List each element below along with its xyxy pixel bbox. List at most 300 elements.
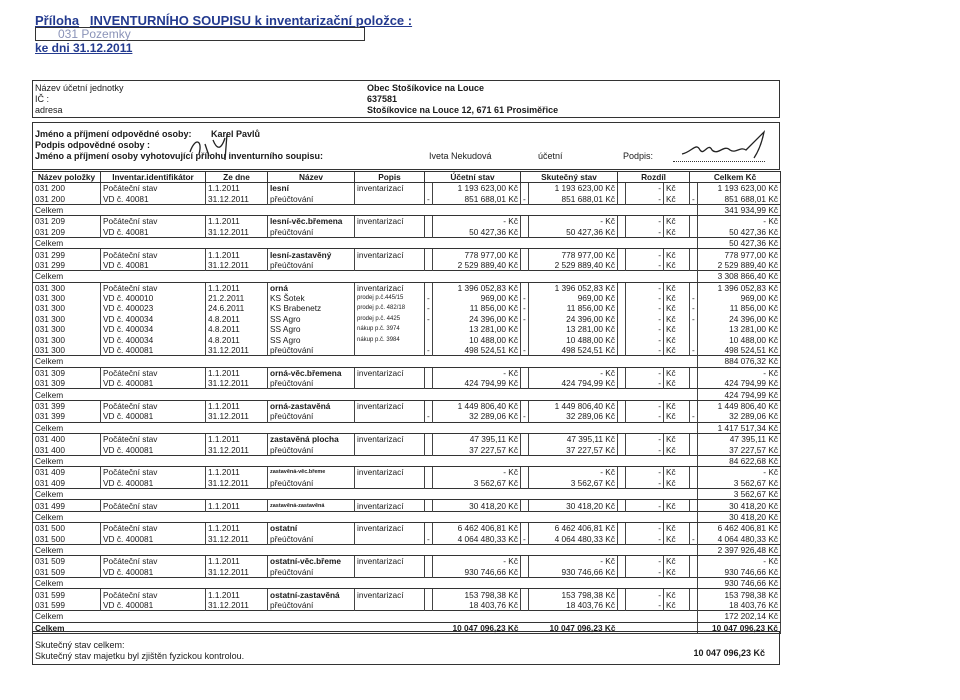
table-cell: [521, 467, 529, 478]
table-cell: [433, 611, 521, 622]
table-cell: [433, 488, 521, 499]
table-cell: 031 200: [33, 193, 101, 204]
table-cell: 31.12.2011: [206, 567, 268, 578]
table-cell: 1 193 623,00 Kč: [433, 183, 521, 194]
table-cell: 031 300: [33, 324, 101, 334]
table-row: [33, 389, 781, 400]
table-cell: [618, 411, 626, 422]
table-cell: přeúčtování: [268, 534, 355, 545]
table-cell: [425, 400, 433, 411]
table-cell: VD č. 400081: [101, 378, 206, 389]
column-header: Inventar.identifikátor: [101, 172, 206, 183]
table-cell: Celkem: [33, 356, 101, 367]
table-cell: SS Agro: [268, 324, 355, 334]
table-cell: [425, 334, 433, 344]
table-cell: 031 309: [33, 378, 101, 389]
table-cell: 031 599: [33, 600, 101, 611]
table-cell: Kč: [664, 567, 690, 578]
table-cell: [529, 488, 618, 499]
table-cell: - Kč: [433, 367, 521, 378]
table-cell: [521, 511, 529, 522]
table-cell: -: [626, 600, 664, 611]
responsible-label: Jméno a příjmení odpovědné osoby:: [35, 129, 192, 139]
table-cell: [101, 271, 206, 282]
table-cell: [618, 544, 626, 555]
table-cell: 930 746,66 Kč: [698, 567, 781, 578]
table-cell: Počáteční stav: [101, 500, 206, 511]
table-cell: 6 462 406,81 Kč: [529, 523, 618, 534]
table-cell: [433, 422, 521, 433]
table-cell: -: [425, 314, 433, 324]
table-cell: [626, 237, 664, 248]
table-cell: -: [626, 567, 664, 578]
table-cell: Celkem: [33, 237, 101, 248]
table-cell: - Kč: [698, 367, 781, 378]
table-cell: [618, 578, 626, 589]
table-cell: Celkem: [33, 578, 101, 589]
table-cell: [355, 356, 425, 367]
table-cell: [521, 567, 529, 578]
table-cell: 3 308 866,40 Kč: [698, 271, 781, 282]
table-cell: 32 289,06 Kč: [698, 411, 781, 422]
table-cell: -: [521, 411, 529, 422]
table-cell: [268, 356, 355, 367]
table-cell: 031 499: [33, 500, 101, 511]
table-cell: 031 500: [33, 523, 101, 534]
table-cell: [355, 534, 425, 545]
table-row: [33, 578, 781, 589]
table-cell: [690, 356, 698, 367]
table-cell: -: [626, 500, 664, 511]
table-cell: 1 396 052,83 Kč: [433, 282, 521, 293]
table-cell: [355, 204, 425, 215]
table-cell: -: [626, 589, 664, 600]
table-cell: [101, 389, 206, 400]
table-cell: inventarizací: [355, 500, 425, 511]
table-cell: [206, 204, 268, 215]
table-cell: [425, 589, 433, 600]
table-cell: [618, 227, 626, 238]
table-cell: 424 794,99 Kč: [698, 378, 781, 389]
table-cell: inventarizací: [355, 400, 425, 411]
table-cell: 031 300: [33, 282, 101, 293]
table-cell: Celkem: [33, 271, 101, 282]
table-cell: [618, 433, 626, 444]
table-cell: 31.12.2011: [206, 534, 268, 545]
table-cell: 153 798,38 Kč: [433, 589, 521, 600]
table-cell: 18 403,76 Kč: [529, 600, 618, 611]
table-cell: [626, 455, 664, 466]
table-cell: -: [690, 193, 698, 204]
table-cell: [618, 204, 626, 215]
table-cell: 778 977,00 Kč: [433, 249, 521, 260]
table-cell: přeúčtování: [268, 444, 355, 455]
table-cell: -: [626, 193, 664, 204]
table-cell: 10 047 096,23 Kč: [433, 622, 521, 633]
table-row: [33, 411, 781, 422]
table-cell: 969,00 Kč: [698, 293, 781, 303]
table-row: [33, 324, 781, 334]
table-cell: -: [690, 314, 698, 324]
table-cell: [690, 511, 698, 522]
table-cell: VD č. 40081: [101, 260, 206, 271]
table-cell: [690, 282, 698, 293]
table-cell: [529, 455, 618, 466]
table-cell: [521, 183, 529, 194]
table-cell: 930 746,66 Kč: [433, 567, 521, 578]
table-cell: [618, 260, 626, 271]
table-cell: -: [626, 444, 664, 455]
table-cell: [206, 544, 268, 555]
table-cell: [521, 216, 529, 227]
table-cell: [355, 600, 425, 611]
table-cell: [425, 600, 433, 611]
table-cell: [521, 389, 529, 400]
table-cell: 930 746,66 Kč: [529, 567, 618, 578]
table-cell: 424 794,99 Kč: [698, 389, 781, 400]
table-cell: [690, 237, 698, 248]
table-cell: [425, 478, 433, 489]
table-cell: 424 794,99 Kč: [433, 378, 521, 389]
table-cell: -: [690, 411, 698, 422]
table-cell: [425, 556, 433, 567]
table-cell: Celkem: [33, 488, 101, 499]
table-cell: [355, 488, 425, 499]
table-cell: lesní-věc.břemena: [268, 216, 355, 227]
table-cell: 30 418,20 Kč: [529, 500, 618, 511]
table-cell: [664, 511, 690, 522]
table-cell: [206, 488, 268, 499]
table-cell: Kč: [664, 227, 690, 238]
table-cell: 1.1.2011: [206, 367, 268, 378]
table-cell: 031 300: [33, 334, 101, 344]
table-cell: Kč: [664, 500, 690, 511]
table-row: [33, 204, 781, 215]
table-cell: [206, 611, 268, 622]
table-cell: [101, 511, 206, 522]
table-cell: [425, 455, 433, 466]
table-cell: [425, 611, 433, 622]
table-cell: 10 047 096,23 Kč: [529, 622, 618, 633]
table-row: [33, 334, 781, 344]
table-cell: [521, 324, 529, 334]
table-cell: [206, 455, 268, 466]
table-cell: Celkem: [33, 389, 101, 400]
table-cell: [433, 356, 521, 367]
table-cell: [690, 183, 698, 194]
table-cell: [618, 455, 626, 466]
table-cell: [690, 400, 698, 411]
table-cell: 4 064 480,33 Kč: [698, 534, 781, 545]
table-cell: [690, 589, 698, 600]
table-cell: -: [425, 411, 433, 422]
table-cell: [690, 227, 698, 238]
table-cell: VD č. 400081: [101, 478, 206, 489]
table-cell: [433, 271, 521, 282]
table-cell: 13 281,00 Kč: [529, 324, 618, 334]
table-cell: 3 562,67 Kč: [698, 478, 781, 489]
table-row: [33, 611, 781, 622]
table-cell: SS Agro: [268, 314, 355, 324]
table-cell: 031 300: [33, 303, 101, 313]
table-cell: VD č. 40081: [101, 193, 206, 204]
table-cell: Kč: [664, 400, 690, 411]
table-cell: -: [521, 534, 529, 545]
table-cell: Kč: [664, 467, 690, 478]
table-cell: [690, 271, 698, 282]
table-row: [33, 314, 781, 324]
table-cell: zastavěná plocha: [268, 433, 355, 444]
table-cell: 4 064 480,33 Kč: [433, 534, 521, 545]
table-row: [33, 367, 781, 378]
footer-total-value: 10 047 096,23 Kč: [693, 648, 765, 658]
table-cell: [618, 216, 626, 227]
table-cell: [618, 422, 626, 433]
table-cell: [618, 488, 626, 499]
table-cell: -: [626, 411, 664, 422]
table-cell: [690, 249, 698, 260]
table-cell: 10 488,00 Kč: [529, 334, 618, 344]
table-cell: 31.12.2011: [206, 260, 268, 271]
table-cell: 1 396 052,83 Kč: [698, 282, 781, 293]
table-cell: [433, 204, 521, 215]
column-header: Název položky: [33, 172, 101, 183]
table-cell: VD č. 40081: [101, 227, 206, 238]
table-cell: -: [521, 303, 529, 313]
table-cell: [521, 334, 529, 344]
table-cell: [433, 511, 521, 522]
table-row: [33, 500, 781, 511]
table-cell: Kč: [664, 260, 690, 271]
table-cell: [529, 611, 618, 622]
table-cell: [664, 544, 690, 555]
table-cell: [618, 511, 626, 522]
table-cell: 1 396 052,83 Kč: [529, 282, 618, 293]
table-cell: nákup p.č. 3974: [355, 324, 425, 334]
table-cell: [626, 271, 664, 282]
table-cell: 969,00 Kč: [433, 293, 521, 303]
table-cell: [101, 237, 206, 248]
table-cell: [425, 324, 433, 334]
table-cell: 031 300: [33, 293, 101, 303]
table-cell: [618, 467, 626, 478]
table-cell: -: [626, 467, 664, 478]
inventory-author-sign-label: Podpis:: [623, 151, 654, 161]
table-cell: [433, 455, 521, 466]
column-header: Popis: [355, 172, 425, 183]
table-cell: 031 599: [33, 589, 101, 600]
inventory-author-label: Jméno a příjmení osoby vyhotovující přílohu inventurního soupisu:: [35, 151, 324, 161]
table-cell: VD č. 400081: [101, 411, 206, 422]
table-cell: Počáteční stav: [101, 467, 206, 478]
table-cell: Počáteční stav: [101, 523, 206, 534]
column-header: Rozdíl: [618, 172, 690, 183]
table-cell: [425, 216, 433, 227]
table-cell: [355, 271, 425, 282]
table-cell: [521, 356, 529, 367]
table-cell: [355, 227, 425, 238]
org-address-value: Stošíkovice na Louce 12, 671 61 Prosiměřice: [367, 105, 559, 115]
table-cell: 30 418,20 Kč: [698, 500, 781, 511]
table-cell: [425, 544, 433, 555]
table-cell: 1 449 806,40 Kč: [433, 400, 521, 411]
table-cell: ostatní-zastavěná: [268, 589, 355, 600]
table-row: [33, 444, 781, 455]
table-cell: [618, 249, 626, 260]
table-cell: [355, 389, 425, 400]
footer-total-label: Skutečný stav celkem:: [35, 640, 125, 650]
table-cell: ostatní: [268, 523, 355, 534]
table-cell: přeúčtování: [268, 345, 355, 356]
table-cell: [690, 578, 698, 589]
table-cell: [433, 578, 521, 589]
table-cell: [268, 271, 355, 282]
attachment-heading: INVENTURNÍHO SOUPISU k inventarizační položce :: [89, 13, 413, 28]
table-cell: 031 399: [33, 400, 101, 411]
table-cell: [425, 227, 433, 238]
table-cell: Kč: [664, 303, 690, 313]
table-cell: [690, 367, 698, 378]
table-cell: [268, 511, 355, 522]
table-cell: inventarizací: [355, 433, 425, 444]
table-cell: [690, 600, 698, 611]
table-cell: 37 227,57 Kč: [529, 444, 618, 455]
table-cell: 851 688,01 Kč: [698, 193, 781, 204]
table-cell: 153 798,38 Kč: [698, 589, 781, 600]
table-cell: - Kč: [529, 216, 618, 227]
table-cell: [690, 444, 698, 455]
table-cell: 1 449 806,40 Kč: [529, 400, 618, 411]
org-ic-label: IČ :: [35, 94, 50, 104]
table-cell: VD č. 400081: [101, 444, 206, 455]
table-cell: 031 400: [33, 444, 101, 455]
table-cell: VD č. 400081: [101, 600, 206, 611]
table-cell: inventarizací: [355, 282, 425, 293]
table-cell: 2 529 889,40 Kč: [698, 260, 781, 271]
table-cell: přeúčtování: [268, 567, 355, 578]
table-cell: [425, 271, 433, 282]
table-cell: [521, 589, 529, 600]
table-cell: Kč: [664, 433, 690, 444]
table-cell: [521, 367, 529, 378]
table-cell: inventarizací: [355, 556, 425, 567]
table-row: [33, 567, 781, 578]
table-cell: - Kč: [698, 216, 781, 227]
table-cell: přeúčtování: [268, 378, 355, 389]
attachment-title: [35, 13, 412, 28]
table-cell: [521, 422, 529, 433]
table-cell: [626, 356, 664, 367]
table-cell: 2 529 889,40 Kč: [433, 260, 521, 271]
table-cell: -: [626, 523, 664, 534]
table-row: [33, 293, 781, 303]
table-cell: Počáteční stav: [101, 556, 206, 567]
table-cell: [425, 260, 433, 271]
table-cell: [521, 271, 529, 282]
table-cell: [206, 389, 268, 400]
table-cell: [521, 282, 529, 293]
table-cell: 2 529 889,40 Kč: [529, 260, 618, 271]
table-cell: [521, 578, 529, 589]
table-cell: 1.1.2011: [206, 589, 268, 600]
table-cell: [425, 378, 433, 389]
table-cell: [355, 611, 425, 622]
table-row: [33, 237, 781, 248]
table-cell: 031 200: [33, 183, 101, 194]
table-cell: 1.1.2011: [206, 500, 268, 511]
table-cell: [618, 334, 626, 344]
table-cell: Kč: [664, 314, 690, 324]
table-cell: 2 397 926,48 Kč: [698, 544, 781, 555]
table-row: [33, 249, 781, 260]
table-cell: [425, 249, 433, 260]
table-cell: 24.6.2011: [206, 303, 268, 313]
table-cell: 851 688,01 Kč: [433, 193, 521, 204]
column-header: Skutečný stav: [521, 172, 618, 183]
table-cell: Kč: [664, 600, 690, 611]
table-cell: [425, 282, 433, 293]
table-cell: 1 417 517,34 Kč: [698, 422, 781, 433]
table-cell: [618, 556, 626, 567]
table-row: [33, 523, 781, 534]
table-cell: [425, 511, 433, 522]
table-cell: 498 524,51 Kč: [433, 345, 521, 356]
table-cell: 851 688,01 Kč: [529, 193, 618, 204]
table-row: [33, 345, 781, 356]
table-cell: 4.8.2011: [206, 334, 268, 344]
table-cell: [664, 578, 690, 589]
table-cell: [626, 578, 664, 589]
table-cell: [355, 422, 425, 433]
table-cell: Celkem: [33, 622, 101, 633]
table-cell: Celkem: [33, 455, 101, 466]
table-cell: [618, 523, 626, 534]
table-cell: Počáteční stav: [101, 216, 206, 227]
table-cell: [618, 303, 626, 313]
table-cell: zastavěná-věc.břeme: [268, 467, 355, 478]
table-cell: 10 047 096,23 Kč: [698, 622, 781, 633]
table-cell: [268, 544, 355, 555]
table-cell: [425, 367, 433, 378]
table-cell: zastavěná-zastavěná: [268, 500, 355, 511]
table-row: [33, 455, 781, 466]
table-cell: 32 289,06 Kč: [529, 411, 618, 422]
table-cell: ostatní-věc.břeme: [268, 556, 355, 567]
table-cell: [425, 389, 433, 400]
table-cell: [529, 271, 618, 282]
column-header: Účetní stav: [425, 172, 521, 183]
table-cell: [618, 237, 626, 248]
table-cell: Kč: [664, 523, 690, 534]
table-cell: [101, 422, 206, 433]
table-cell: orná-věc.břemena: [268, 367, 355, 378]
table-cell: [355, 544, 425, 555]
table-cell: [690, 334, 698, 344]
table-cell: 10 488,00 Kč: [698, 334, 781, 344]
table-cell: 031 309: [33, 367, 101, 378]
table-cell: [690, 567, 698, 578]
table-cell: 31.12.2011: [206, 478, 268, 489]
table-cell: [529, 204, 618, 215]
table-cell: KS Brabenetz: [268, 303, 355, 313]
table-cell: [206, 511, 268, 522]
table-cell: [101, 544, 206, 555]
table-cell: 31.12.2011: [206, 193, 268, 204]
table-row: [33, 378, 781, 389]
table-cell: -: [690, 303, 698, 313]
table-cell: [206, 237, 268, 248]
table-cell: [425, 500, 433, 511]
